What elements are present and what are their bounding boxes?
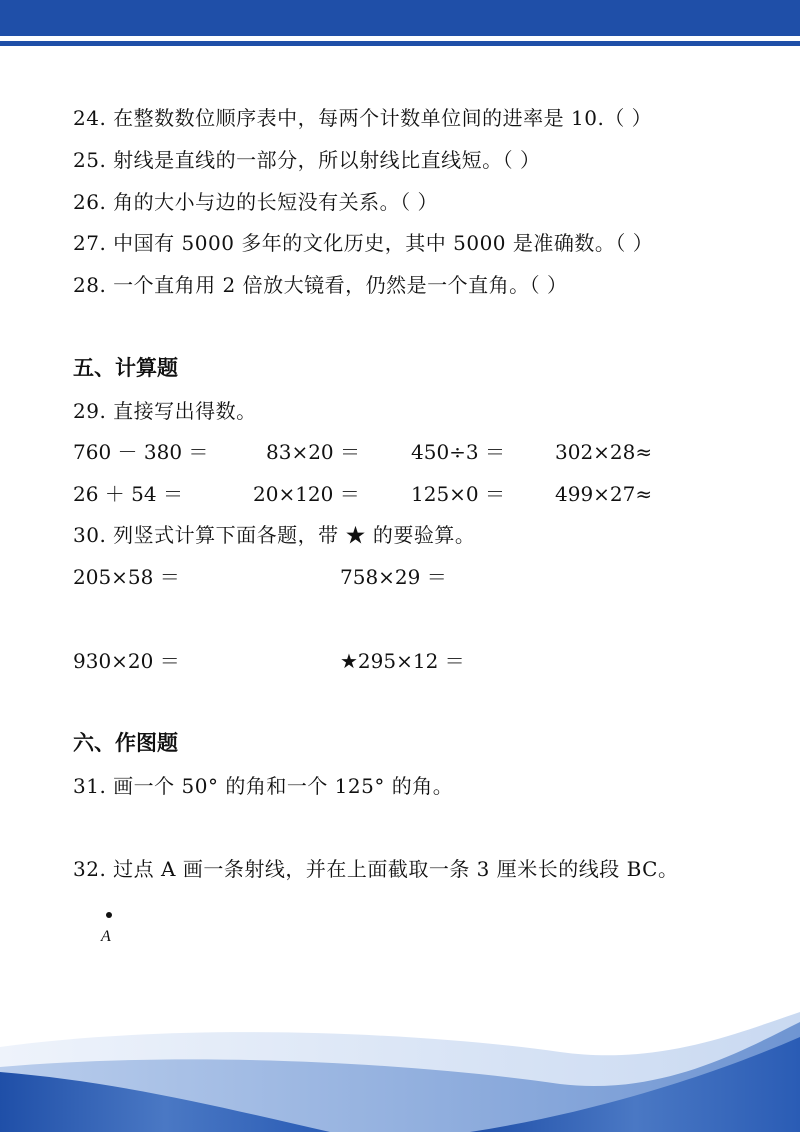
oral-calc-3: 450÷3 ＝	[411, 440, 506, 464]
question-24: 24. 在整数数位顺序表中，每两个计数单位间的进率是 10.（ ）	[73, 106, 653, 130]
question-28: 28. 一个直角用 2 倍放大镜看，仍然是一个直角。（ ）	[73, 273, 568, 297]
oral-calc-4: 302×28≈	[555, 440, 653, 464]
vertical-calc-4: ★295×12 ＝	[340, 649, 465, 673]
point-a-dot	[106, 912, 112, 918]
vertical-calc-3: 930×20 ＝	[73, 649, 180, 673]
point-a-label: A	[101, 928, 111, 945]
vertical-calc-1: 205×58 ＝	[73, 565, 180, 589]
question-27: 27. 中国有 5000 多年的文化历史，其中 5000 是准确数。（ ）	[73, 231, 654, 255]
vertical-calc-2: 758×29 ＝	[340, 565, 447, 589]
oral-calc-8: 499×27≈	[555, 482, 653, 506]
question-29: 29. 直接写出得数。	[73, 399, 257, 423]
question-30: 30. 列竖式计算下面各题，带 ★ 的要验算。	[73, 523, 476, 547]
footer-wave	[0, 992, 800, 1132]
oral-calc-1: 760 － 380 ＝	[73, 440, 209, 464]
oral-calc-6: 20×120 ＝	[253, 482, 360, 506]
header-band	[0, 0, 800, 48]
question-26: 26. 角的大小与边的长短没有关系。（ ）	[73, 190, 439, 214]
section-title-calculation: 五、计算题	[73, 356, 178, 380]
section-title-drawing: 六、作图题	[73, 731, 178, 755]
oral-calc-7: 125×0 ＝	[411, 482, 506, 506]
oral-calc-2: 83×20 ＝	[266, 440, 361, 464]
question-31: 31. 画一个 50° 的角和一个 125° 的角。	[73, 774, 454, 798]
question-25: 25. 射线是直线的一部分，所以射线比直线短。（ ）	[73, 148, 541, 172]
question-32: 32. 过点 A 画一条射线，并在上面截取一条 3 厘米长的线段 BC。	[73, 857, 679, 881]
oral-calc-5: 26 ＋ 54 ＝	[73, 482, 183, 506]
